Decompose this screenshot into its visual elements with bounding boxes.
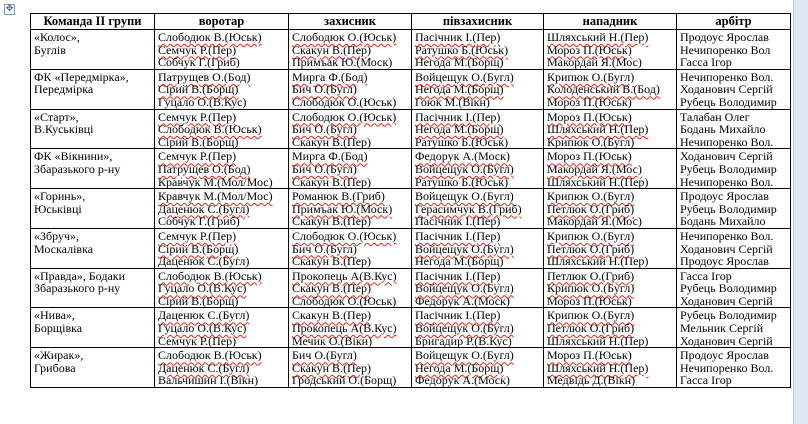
forward-line: Мороз П.(Юськ) — [547, 94, 632, 109]
referee-line: Бодань Михайло — [680, 214, 766, 229]
goalkeeper-line: Собчук Г.(Гриб) — [158, 214, 240, 229]
defender-line: Прокопець А(В.Кус) — [292, 321, 397, 336]
team-name-cell[interactable] — [31, 348, 155, 388]
forward-line: Петлюк О.(Гриб) — [547, 241, 635, 256]
midfielder-line: Пасічник І.(Пер) — [415, 214, 501, 229]
defender-cell[interactable] — [289, 69, 412, 109]
defender-line: Скакун В.(Пер) — [292, 214, 372, 229]
defender-cell[interactable] — [289, 228, 412, 268]
referee-cell[interactable] — [677, 189, 791, 229]
midfielder-line: Войцещук О.(Бугл) — [415, 69, 514, 84]
forward-line: Шляхський Н.(Пер) — [547, 30, 649, 44]
goalkeeper-line: Сірий В.(Борщ) — [158, 134, 239, 149]
goalkeeper-line: Патрущев О.(Бод) — [158, 161, 251, 176]
midfielder-cell[interactable] — [412, 30, 544, 70]
referee-line: Нечипоренко Вол. — [680, 134, 774, 149]
midfielder-line: Войцещук О.(Бугл) — [415, 348, 514, 363]
referee-cell[interactable] — [677, 348, 791, 388]
midfielder-line: Ратушко Б.(Юськ) — [415, 134, 509, 149]
header-goalkeeper: воротар — [155, 14, 289, 30]
defender-line: Слободюк О.(Юськ) — [292, 94, 397, 109]
team-name-cell[interactable] — [31, 268, 155, 308]
midfielder-line: Гоюк М.(Вікн) — [415, 94, 490, 109]
forward-line: Мороз П.(Юськ) — [547, 42, 632, 57]
team-line: Грибова — [34, 360, 76, 375]
referee-line: Нечипоренко Вол. — [680, 174, 774, 189]
midfielder-line: Ратушко Б.(Юськ) — [415, 174, 509, 189]
referee-line: Талабан Олег — [680, 109, 750, 124]
forward-cell[interactable] — [544, 30, 677, 70]
forward-cell[interactable] — [544, 268, 677, 308]
forward-line: Крипюк О.(Бугл) — [547, 281, 635, 296]
defender-line: Примъак Ю.(Моск) — [292, 55, 393, 70]
header-referee: арбітр — [677, 14, 791, 30]
goalkeeper-cell[interactable] — [155, 69, 289, 109]
midfielder-line: Негода М.(Борщ) — [415, 55, 504, 70]
defender-cell[interactable] — [289, 30, 412, 70]
goalkeeper-line: Слободюк В.(Юськ) — [158, 348, 262, 363]
header-team: Команда ІІ групи — [31, 14, 155, 30]
forward-line: Колоденський В.(Бод) — [547, 82, 660, 97]
team-line: Буглів — [34, 42, 66, 57]
team-line: «Жирак», — [34, 348, 84, 363]
midfielder-line: Войцещук О.(Бугл) — [415, 241, 514, 256]
table-row — [31, 30, 791, 70]
referee-line: Мельник Сергій — [680, 321, 764, 336]
defender-cell[interactable] — [289, 348, 412, 388]
goalkeeper-line: Кравчук М.(Мол/Мос) — [158, 189, 273, 204]
defender-line: Бич О.(Бугл) — [292, 82, 357, 97]
midfielder-line: Пасічник І.(Пер) — [415, 109, 501, 124]
team-name-cell[interactable] — [31, 30, 155, 70]
defender-line: Бич О.(Бугл) — [292, 122, 357, 137]
table-row — [31, 308, 791, 348]
goalkeeper-line: Семчук Р.(Пер) — [158, 149, 237, 164]
forward-line: Макордай Я.(Мос) — [547, 161, 642, 176]
midfielder-line: Пасічник І.(Пер) — [415, 228, 501, 243]
team-line: Передмірка — [34, 82, 94, 97]
midfielder-cell[interactable] — [412, 149, 544, 189]
goalkeeper-cell[interactable] — [155, 348, 289, 388]
goalkeeper-line: Даценюк С.(Бугл) — [158, 201, 250, 216]
midfielder-line: Федорук А.(Моск) — [415, 149, 510, 164]
table-row — [31, 228, 791, 268]
defender-cell[interactable] — [289, 308, 412, 348]
table-row — [31, 149, 791, 189]
defender-line: Слободюк О.(Юськ) — [292, 109, 397, 124]
defender-line: Скакун В.(Пер) — [292, 134, 372, 149]
referee-line: Гасса Ігор — [680, 373, 732, 388]
team-name-cell[interactable] — [31, 149, 155, 189]
midfielder-cell[interactable] — [412, 268, 544, 308]
midfielder-line: Ратушко Б.(Юськ) — [415, 42, 509, 57]
midfielder-line: Войцещук О.(Бугл) — [415, 321, 514, 336]
midfielder-cell[interactable] — [412, 308, 544, 348]
team-line: ФК «Передмірка», — [34, 69, 129, 84]
goalkeeper-cell[interactable] — [155, 228, 289, 268]
defender-line: Бич О.(Бугл) — [292, 241, 357, 256]
defender-line: Скакун В.(Пер) — [292, 308, 372, 323]
goalkeeper-line: Сірий В.(Борщ) — [158, 241, 239, 256]
referee-line: Рубець Володимир — [680, 281, 777, 296]
goalkeeper-line: Собчук Г.(Гриб) — [158, 55, 240, 70]
goalkeeper-line: Гуцало О.(В.Кус) — [158, 94, 247, 109]
midfielder-line: Войцещук О.(Бугл) — [415, 281, 514, 296]
forward-line: Петлюк О.(Гриб) — [547, 201, 635, 216]
defender-line: Скакун В.(Пер) — [292, 281, 372, 296]
referee-line: Гасса Ігор — [680, 55, 732, 70]
team-line: «Нива», — [34, 308, 75, 323]
midfielder-line: Пасічник І.(Пер) — [415, 308, 501, 323]
team-name-cell[interactable] — [31, 308, 155, 348]
defender-cell[interactable] — [289, 189, 412, 229]
team-line: «Колос», — [34, 30, 80, 44]
referee-line: Нечипоренко Вол. — [680, 228, 774, 243]
midfielder-line: Федорук А.(Моск) — [415, 293, 510, 308]
team-name-cell[interactable] — [31, 109, 155, 149]
forward-cell[interactable] — [544, 308, 677, 348]
midfielder-cell[interactable] — [412, 189, 544, 229]
defender-line: Прокопець А(В.Кус) — [292, 268, 397, 283]
forward-line: Петлюк О.(Гриб) — [547, 321, 635, 336]
midfielder-cell[interactable] — [412, 348, 544, 388]
referee-line: Бодань Михайло — [680, 122, 766, 137]
team-name-cell[interactable] — [31, 228, 155, 268]
forward-line: Петлюк О.(Гриб) — [547, 268, 635, 283]
referee-line: Нечипоренко Вол — [680, 42, 771, 57]
defender-line: Бич О.(Бугл) — [292, 348, 357, 363]
forward-line: Мороз П.(Юськ) — [547, 293, 632, 308]
midfielder-line: Негода М.(Борщ) — [415, 82, 504, 97]
goalkeeper-line: Семчук Р.(Пер) — [158, 109, 237, 124]
goalkeeper-cell[interactable] — [155, 268, 289, 308]
referee-line: Ходанович Сергій — [680, 82, 773, 97]
referee-line: Ходанович Сергій — [680, 149, 773, 164]
referee-line: Продоус Ярослав — [680, 348, 769, 363]
goalkeeper-line: Семчук Р.(Пер) — [158, 42, 237, 57]
table-header-row — [31, 14, 791, 30]
table-move-handle-icon[interactable]: ✥ — [5, 4, 14, 14]
referee-line: Нечипоренко Вол. — [680, 360, 774, 375]
defender-line: Скакун В.(Пер) — [292, 174, 372, 189]
referee-cell[interactable] — [677, 228, 791, 268]
team-line: ФК «Вікнини», — [34, 149, 113, 164]
referee-assignment-table — [30, 13, 791, 388]
team-line: «Правда», Бодаки — [34, 268, 126, 283]
defender-line: Бич О.(Бугл) — [292, 161, 357, 176]
goalkeeper-line: Даценюк С.(Бугл) — [158, 360, 250, 375]
forward-line: Крипюк О.(Бугл) — [547, 189, 635, 204]
midfielder-line: Федорук А.(Моск) — [415, 373, 510, 388]
goalkeeper-line: Слободюк В.(Юськ) — [158, 122, 262, 137]
forward-line: Мороз П.(Юськ) — [547, 109, 632, 124]
defender-line: Скакун В.(Пер) — [292, 360, 372, 375]
header-defender: захисник — [289, 14, 412, 30]
referee-line: Рубець Володимир — [680, 308, 777, 323]
defender-cell[interactable] — [289, 149, 412, 189]
midfielder-cell[interactable] — [412, 69, 544, 109]
team-line: Борщівка — [34, 321, 83, 336]
forward-cell[interactable] — [544, 149, 677, 189]
referee-line: Ходанович Сергій — [680, 333, 773, 348]
table-row — [31, 69, 791, 109]
goalkeeper-cell[interactable] — [155, 189, 289, 229]
defender-line: Мечик О.(Вікн) — [292, 333, 373, 348]
referee-line: Гасса Ігор — [680, 268, 732, 283]
goalkeeper-line: Патрущев О.(Бод) — [158, 69, 251, 84]
forward-line: Крипюк О.(Бугл) — [547, 308, 635, 323]
header-forward: нападник — [544, 14, 677, 30]
defender-line: Слободюк О.(Юськ) — [292, 293, 397, 308]
referee-line: Продоус Ярослав — [680, 30, 769, 44]
referee-line: Нечипоренко Вол. — [680, 69, 774, 84]
team-line: Збаразького р-ну — [34, 161, 121, 176]
goalkeeper-line: Кравчук М.(Мол/Мос) — [158, 174, 273, 189]
goalkeeper-line: Вальчишин І.(Вікн) — [158, 373, 259, 388]
defender-line: Мирга Ф.(Бод) — [292, 69, 368, 84]
forward-line: Шляхський Н.(Пер) — [547, 174, 649, 189]
team-name-cell[interactable] — [31, 69, 155, 109]
goalkeeper-cell[interactable] — [155, 109, 289, 149]
defender-line: Слободюк О.(Юськ) — [292, 30, 397, 44]
goalkeeper-line: Гуцало О.(В.Кус) — [158, 281, 247, 296]
team-line: Збаразького р-ну — [34, 281, 121, 296]
defender-cell[interactable] — [289, 109, 412, 149]
referee-line: Рубець Володимир — [680, 201, 777, 216]
midfielder-line: Пасічник І.(Пер) — [415, 30, 501, 44]
forward-cell[interactable] — [544, 348, 677, 388]
midfielder-line: Герасимчук В.(Гриб) — [415, 201, 522, 216]
team-name-cell[interactable] — [31, 189, 155, 229]
referee-line: Ходанович Сергій — [680, 293, 773, 308]
goalkeeper-cell[interactable] — [155, 308, 289, 348]
referee-line: Продоус Ярослав — [680, 189, 769, 204]
midfielder-cell[interactable] — [412, 109, 544, 149]
defender-line: Романюк В.(Гриб) — [292, 189, 385, 204]
midfielder-line: Войцещук О.(Бугл) — [415, 189, 514, 204]
referee-cell[interactable] — [677, 30, 791, 70]
midfielder-line: Войцещук О.(Бугл) — [415, 161, 514, 176]
referee-cell[interactable] — [677, 69, 791, 109]
referee-line: Ходанович Сергій — [680, 241, 773, 256]
goalkeeper-line: Даценюк С.(Бугл) — [158, 254, 250, 269]
goalkeeper-line: Сірий В.(Борщ) — [158, 293, 239, 308]
forward-cell[interactable] — [544, 189, 677, 229]
goalkeeper-line: Слободюк В.(Юськ) — [158, 30, 262, 44]
header-midfielder: півзахисник — [412, 14, 544, 30]
team-line: «Збруч», — [34, 228, 79, 243]
forward-line: Шляхський Н.(Пер) — [547, 360, 649, 375]
defender-cell[interactable] — [289, 268, 412, 308]
forward-line: Крипюк О.(Бугл) — [547, 228, 635, 243]
defender-line: Примъак Ю.(Моск) — [292, 201, 393, 216]
team-line: Москалівка — [34, 241, 94, 256]
team-line: В.Куськівці — [34, 122, 94, 137]
defender-line: Скакун В.(Пер) — [292, 254, 372, 269]
referee-cell[interactable] — [677, 268, 791, 308]
referee-cell[interactable] — [677, 308, 791, 348]
defender-line: Слободюк О.(Юськ) — [292, 228, 397, 243]
goalkeeper-line: Гуцало О.(В.Кус) — [158, 321, 247, 336]
vertical-scrollbar[interactable] — [793, 0, 808, 424]
midfielder-cell[interactable] — [412, 228, 544, 268]
forward-line: Мороз П.(Юськ) — [547, 348, 632, 363]
goalkeeper-line: Слободюк В.(Юськ) — [158, 268, 262, 283]
team-line: Юськівці — [34, 201, 82, 216]
table-row — [31, 268, 791, 308]
forward-line: Крипюк О.(Бугл) — [547, 69, 635, 84]
goalkeeper-line: Семчук Р.(Пер) — [158, 228, 237, 243]
goalkeeper-cell[interactable] — [155, 30, 289, 70]
goalkeeper-cell[interactable] — [155, 149, 289, 189]
forward-cell[interactable] — [544, 109, 677, 149]
forward-line: Макордай Я.(Мос) — [547, 214, 642, 229]
team-line: «Горинь», — [34, 189, 86, 204]
table-row — [31, 189, 791, 229]
goalkeeper-line: Семчук Р.(Пер) — [158, 333, 237, 348]
forward-line: Медвідь Д.(Вікн) — [547, 373, 636, 388]
forward-line: Шляхський Н.(Пер) — [547, 333, 649, 348]
midfielder-line: Пасічник І.(Пер) — [415, 268, 501, 283]
goalkeeper-line: Даценюк С.(Бугл) — [158, 308, 250, 323]
midfielder-line: Негода М.(Борщ) — [415, 360, 504, 375]
referee-cell[interactable] — [677, 109, 791, 149]
midfielder-line: Негода М.(Борщ) — [415, 122, 504, 137]
forward-line: Шляхський Н.(Пер) — [547, 122, 649, 137]
forward-line: Крипюк О.(Бугл) — [547, 134, 635, 149]
midfielder-line: Негода М.(Борщ) — [415, 254, 504, 269]
forward-cell[interactable] — [544, 69, 677, 109]
referee-line: Продоус Ярослав — [680, 254, 769, 269]
forward-cell[interactable] — [544, 228, 677, 268]
forward-line: Шляхський Н.(Пер) — [547, 254, 649, 269]
defender-line: Скакун В.(Пер) — [292, 42, 372, 57]
forward-line: Мороз П.(Юськ) — [547, 149, 632, 164]
referee-cell[interactable] — [677, 149, 791, 189]
team-line: «Старт», — [34, 109, 79, 124]
table-row — [31, 109, 791, 149]
goalkeeper-line: Сірий В.(Борщ) — [158, 82, 239, 97]
table-row — [31, 348, 791, 388]
midfielder-line: Бригадир Р.(В.Кус) — [415, 333, 512, 348]
referee-line: Рубець Володимир — [680, 94, 777, 109]
referee-line: Рубець Володимир — [680, 161, 777, 176]
defender-line: Гродський О.(Борщ) — [292, 373, 397, 388]
defender-line: Мирга Ф.(Бод) — [292, 149, 368, 164]
forward-line: Макордай Я.(Мос) — [547, 55, 642, 70]
